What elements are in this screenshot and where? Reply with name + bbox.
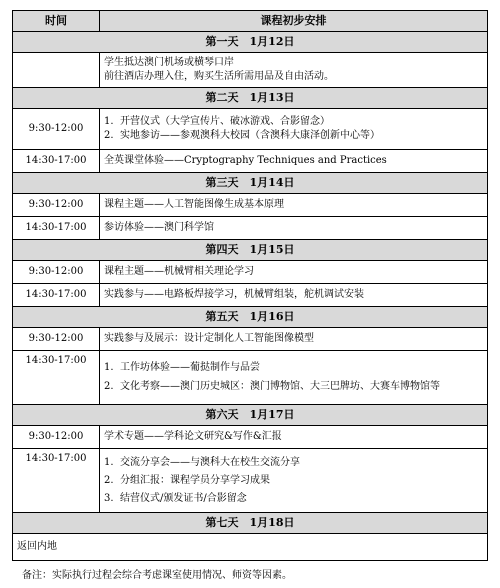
list-item xyxy=(104,115,483,129)
item-number: 2. xyxy=(104,474,114,486)
day-header-row xyxy=(13,173,488,194)
time-cell: 9:30-12:00 xyxy=(13,109,100,150)
schedule-row xyxy=(13,328,488,351)
item-text: 分组汇报：课程学员分享学习成果 xyxy=(120,474,270,486)
content-line: 学生抵达澳门机场或横琴口岸 xyxy=(104,57,234,68)
day-title: 第七天 1月18日 xyxy=(13,513,488,534)
list-item xyxy=(104,474,483,488)
content-cell: 课程主题——机械臂相关理论学习 xyxy=(100,261,488,284)
day-title: 第六天 1月17日 xyxy=(13,405,488,426)
day-header-row xyxy=(13,88,488,109)
list-item xyxy=(104,492,483,506)
content-cell: 实践参与及展示：设计定制化人工智能图像模型 xyxy=(100,328,488,351)
content-cell xyxy=(100,53,488,88)
list-item xyxy=(104,129,483,143)
schedule-row xyxy=(13,109,488,150)
time-cell: 9:30-12:00 xyxy=(13,328,100,351)
item-text: 交流分享会——与澳科大在校生交流分享 xyxy=(120,456,300,468)
day-title: 第二天 1月13日 xyxy=(13,88,488,109)
day-title: 第四天 1月15日 xyxy=(13,240,488,261)
day-header-row xyxy=(13,513,488,534)
schedule-row xyxy=(13,53,488,88)
item-number: 2. xyxy=(104,130,114,141)
content-cell: 实践参与——电路板焊接学习，机械臂组装，舵机调试安装 xyxy=(100,284,488,307)
item-number: 1. xyxy=(104,116,114,127)
schedule-row xyxy=(13,534,488,561)
table-header-row xyxy=(13,11,488,32)
content-cell: 参访体验——澳门科学馆 xyxy=(100,217,488,240)
time-cell: 14:30-17:00 xyxy=(13,217,100,240)
list-item xyxy=(104,456,483,470)
schedule-row xyxy=(13,284,488,307)
item-number: 3. xyxy=(104,492,114,504)
time-cell xyxy=(13,53,100,88)
content-cell: 全英课堂体验——Cryptography Techniques and Practices xyxy=(100,150,488,173)
time-cell: 9:30-12:00 xyxy=(13,261,100,284)
item-text: 结营仪式/颁发证书/合影留念 xyxy=(120,492,247,504)
content-cell xyxy=(100,449,488,513)
item-text: 文化考察——澳门历史城区：澳门博物馆、大三巴牌坊、大赛车博物馆等 xyxy=(120,381,440,392)
day-header-row xyxy=(13,307,488,328)
time-cell: 9:30-12:00 xyxy=(13,426,100,449)
time-cell: 14:30-17:00 xyxy=(13,150,100,173)
schedule-row xyxy=(13,449,488,513)
item-text: 实地参访——参观澳科大校园（含澳科大康泽创新中心等） xyxy=(120,130,380,141)
content-cell xyxy=(100,351,488,405)
schedule-row xyxy=(13,261,488,284)
footnote: 备注：实际执行过程会综合考虑课室使用情况、师资等因素。 xyxy=(22,570,292,581)
time-cell: 14:30-17:00 xyxy=(13,284,100,307)
day-title: 第三天 1月14日 xyxy=(13,173,488,194)
schedule-table xyxy=(12,10,488,561)
content-cell: 课程主题——人工智能图像生成基本原理 xyxy=(100,194,488,217)
schedule-row xyxy=(13,150,488,173)
time-cell: 14:30-17:00 xyxy=(13,449,100,513)
time-cell: 9:30-12:00 xyxy=(13,194,100,217)
schedule-column-header: 课程初步安排 xyxy=(100,11,488,32)
item-number: 2. xyxy=(104,381,114,392)
schedule-row xyxy=(13,217,488,240)
content-cell xyxy=(100,109,488,150)
day-header-row xyxy=(13,32,488,53)
item-number: 1. xyxy=(104,362,114,373)
time-cell: 14:30-17:00 xyxy=(13,351,100,405)
day-title: 第五天 1月16日 xyxy=(13,307,488,328)
day-header-row xyxy=(13,405,488,426)
schedule-row xyxy=(13,351,488,405)
item-number: 1. xyxy=(104,456,114,468)
item-text: 工作坊体验——葡挞制作与品尝 xyxy=(120,362,260,373)
time-column-header: 时间 xyxy=(13,11,100,32)
list-item xyxy=(104,361,483,375)
list-item xyxy=(104,380,483,394)
day-header-row xyxy=(13,240,488,261)
schedule-row xyxy=(13,426,488,449)
item-text: 开营仪式（大学宣传片、破冰游戏、合影留念） xyxy=(120,116,330,127)
content-cell: 返回内地 xyxy=(13,534,488,561)
schedule-row xyxy=(13,194,488,217)
content-cell: 学术专题——学科论文研究&写作&汇报 xyxy=(100,426,488,449)
day-title: 第一天 1月12日 xyxy=(13,32,488,53)
content-line: 前往酒店办理入住，购买生活所需用品及自由活动。 xyxy=(104,71,334,82)
